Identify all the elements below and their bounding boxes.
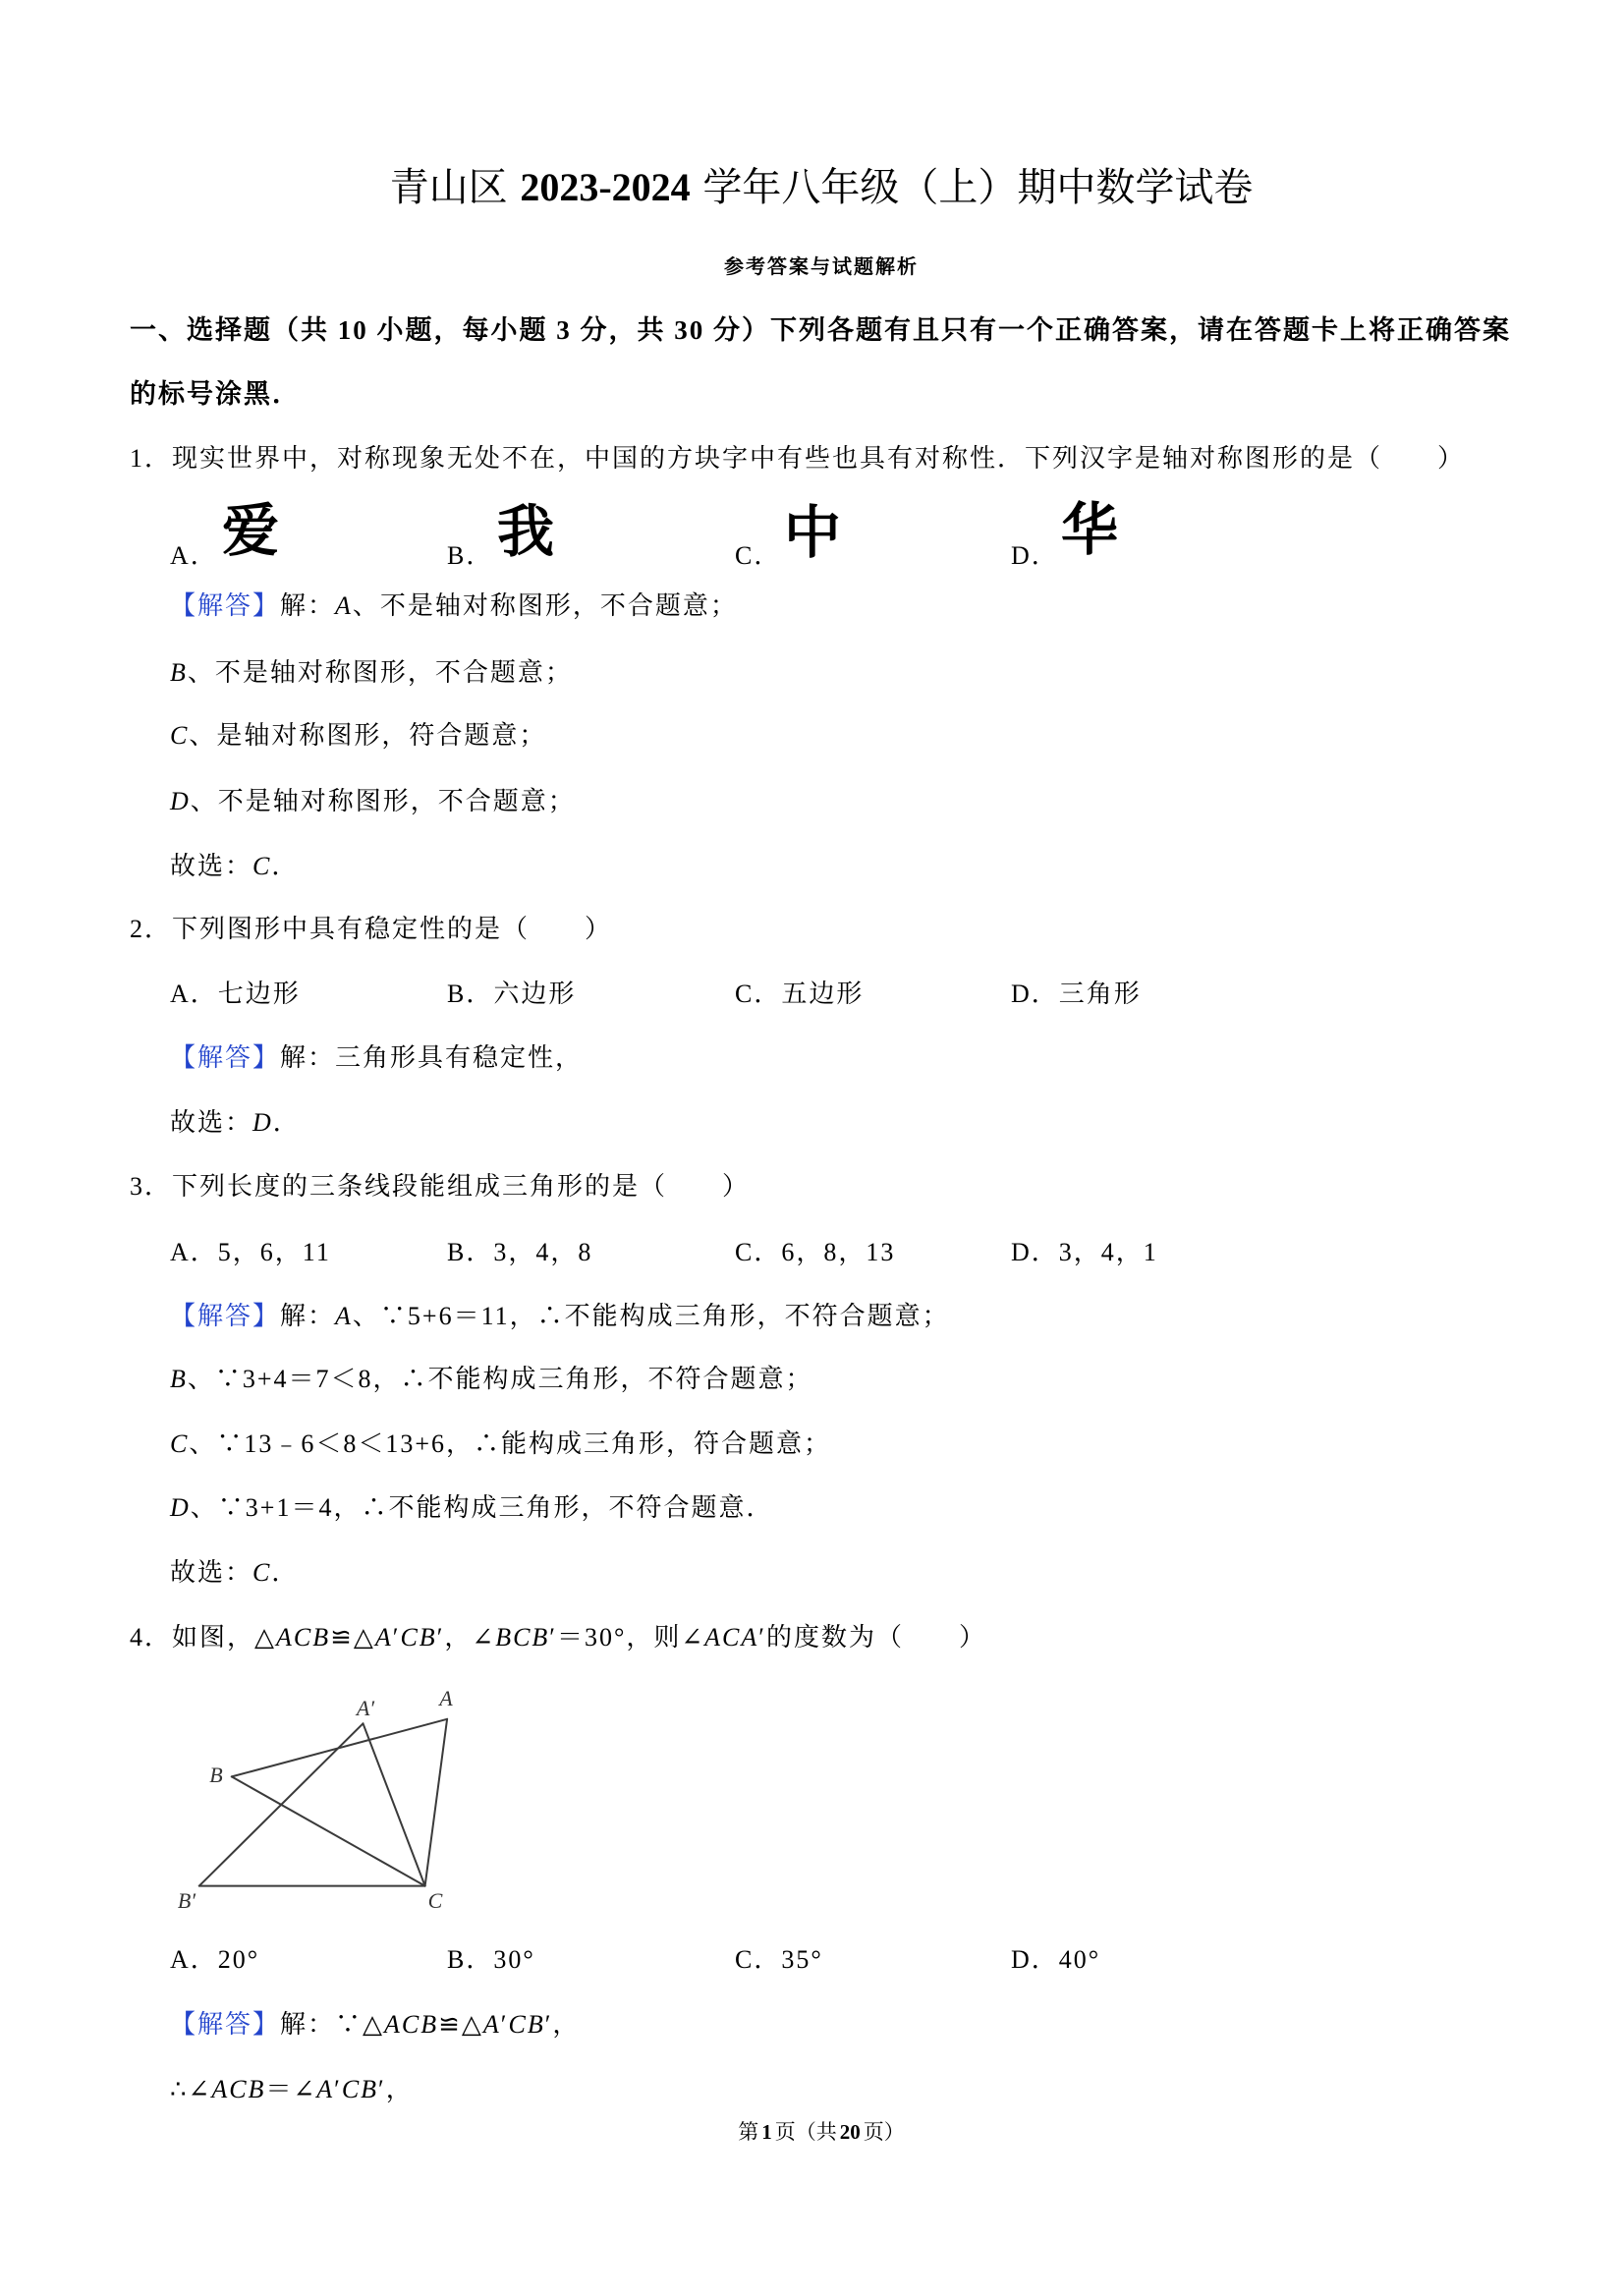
question-4-solution-line-2 [170, 2074, 414, 2105]
question-1-solution-line-2 [170, 657, 573, 689]
solution-text: 故选： [170, 852, 253, 880]
question-1-option-d-character: 华 [1061, 496, 1119, 563]
question-1-option-a [170, 540, 218, 572]
solution-text: 、∵3+1＝4，∴不能构成三角形，不符合题意． [190, 1493, 774, 1522]
question-stem-text: 3．下列长度的三条线段能组成三角形的是（ ） [130, 1172, 751, 1201]
solution-text: 、∵13﹣6＜8＜13+6，∴能构成三角形，符合题意； [189, 1429, 832, 1458]
document-title [20, 163, 1623, 212]
choice-letter: A [335, 591, 353, 620]
option-label: B． [447, 541, 494, 570]
congruent-triangles-figure [157, 1670, 472, 1926]
question-3-solution-line-3 [170, 1428, 831, 1460]
question-4-option-d [1011, 1944, 1100, 1976]
question-3-solution-line-4 [170, 1492, 773, 1524]
solution-text: ∴∠ [170, 2075, 212, 2103]
option-text: 40° [1058, 1945, 1101, 1974]
page-number-footer [20, 2119, 1623, 2145]
question-1-option-d [1011, 540, 1059, 572]
question-4-options [0, 1944, 1623, 1976]
prime-mark: ′ [334, 2075, 342, 2103]
solution-text: 解：三角形具有稳定性， [280, 1043, 584, 1072]
solution-text: 、不是轴对称图形，不合题意； [187, 658, 573, 687]
option-label: C． [735, 1945, 782, 1974]
triangle-vertices: CB [508, 2010, 545, 2039]
question-1-solution-line-3 [170, 720, 546, 752]
total-page-count: 20 [839, 2120, 861, 2144]
vertex-letter: A [482, 2010, 501, 2039]
choice-letter: C [252, 852, 272, 880]
option-label: C． [735, 1238, 782, 1266]
solution-text: ． [271, 1558, 300, 1587]
question-2-solution-line-1 [170, 1042, 583, 1074]
option-label: C． [735, 541, 782, 570]
solution-text: 、不是轴对称图形，不合题意； [352, 591, 738, 620]
answer-tag: 【解答】 [170, 1302, 281, 1330]
solution-text: 解： [280, 1302, 336, 1330]
solution-text: 解： [280, 591, 336, 620]
vertex-label-a-prime: A′ [356, 1696, 375, 1720]
vertex-letter: A [316, 2075, 335, 2103]
option-text: 3，4，1 [1058, 1238, 1158, 1266]
question-3-final-answer [170, 1557, 299, 1589]
solution-text: ′， [544, 2010, 581, 2039]
option-label: B． [447, 1945, 494, 1974]
question-1-option-b-character: 我 [497, 498, 555, 565]
vertex-label-b: B [209, 1763, 223, 1787]
question-3-solution-line-1 [170, 1301, 950, 1332]
solution-text: 、不是轴对称图形，不合题意； [190, 787, 576, 815]
document-subtitle: 参考答案与试题解析 [724, 256, 919, 278]
solution-text: 、∵3+4＝7＜8，∴不能构成三角形，不符合题意； [187, 1365, 813, 1393]
question-3-option-c [735, 1237, 895, 1268]
option-text: 三角形 [1058, 980, 1142, 1008]
prime-mark: ′ [500, 2010, 509, 2039]
triangle-vertices: ACB [276, 1623, 331, 1652]
question-2-option-b [447, 979, 576, 1010]
section-heading-text: 一、选择题（共 10 小题，每小题 3 分，共 30 分）下列各题有且只有一个正确答案，请在答题卡上将正确答案 [130, 315, 1511, 345]
option-label: C． [735, 980, 782, 1008]
option-label: A． [170, 541, 218, 570]
title-exam-name: 学年八年级（上）期中数学试卷 [702, 165, 1254, 210]
question-1-option-b [447, 540, 493, 572]
question-2-final-answer [170, 1107, 301, 1139]
footer-text: 页（共 [774, 2120, 837, 2144]
question-stem-text: ′的度数为（ ） [758, 1623, 986, 1652]
solution-text: 故选： [170, 1558, 253, 1587]
question-3-solution-line-2 [170, 1364, 813, 1395]
option-label: B． [447, 980, 494, 1008]
triangle-vertices: ACB [384, 2010, 439, 2039]
question-1-solution-line-4 [170, 786, 576, 817]
answer-tag: 【解答】 [170, 591, 281, 620]
option-text: 七边形 [217, 980, 301, 1008]
current-page-number: 1 [761, 2120, 772, 2144]
title-school-year: 2023-2024 [520, 165, 691, 209]
question-stem-text: 4．如图，△ [130, 1623, 276, 1652]
answer-tag: 【解答】 [170, 2010, 281, 2039]
solution-text: 、是轴对称图形，符合题意； [189, 721, 547, 750]
choice-letter: C [252, 1558, 272, 1587]
option-text: 30° [493, 1945, 535, 1974]
choice-letter: D [170, 1493, 191, 1522]
question-1-option-c-character: 中 [784, 499, 842, 566]
option-text: 五边形 [781, 980, 865, 1008]
question-stem-text: ≌△ [330, 1623, 375, 1652]
option-text: 六边形 [493, 980, 577, 1008]
solution-text: ． [271, 852, 300, 880]
solution-text: 解：∵△ [280, 2010, 385, 2039]
question-3-option-d [1011, 1237, 1158, 1268]
question-2-option-c [735, 979, 864, 1010]
option-text: 20° [217, 1945, 260, 1974]
question-2-stem [130, 914, 612, 945]
solution-text: 故选： [170, 1108, 253, 1137]
choice-letter: C [170, 1429, 190, 1458]
option-label: D． [1011, 980, 1059, 1008]
question-1-option-c [735, 540, 781, 572]
question-4-option-c [735, 1944, 823, 1976]
choice-letter: B [170, 1365, 188, 1393]
section-heading-line-1 [130, 314, 1511, 346]
question-2-options [0, 979, 1623, 1010]
question-4-stem [130, 1622, 986, 1653]
option-label: D． [1011, 1945, 1059, 1974]
solution-text: ′， [378, 2075, 414, 2103]
solution-text: ＝∠ [265, 2075, 317, 2103]
segment-a-prime-c [364, 1723, 425, 1885]
question-1-stem [130, 443, 1465, 475]
question-1-solution-line-1 [170, 590, 738, 622]
angle-vertices: ACA [704, 1623, 759, 1652]
question-4-option-b [447, 1944, 535, 1976]
option-label: D． [1011, 1238, 1059, 1266]
question-2-option-a [170, 979, 301, 1010]
question-stem-text: ′，∠ [436, 1623, 496, 1652]
vertex-label-a: A [439, 1686, 453, 1710]
section-heading-line-2 [130, 378, 301, 410]
option-label: D． [1011, 541, 1059, 570]
option-text: 35° [781, 1945, 823, 1974]
angle-vertices: ACB [211, 2075, 266, 2103]
option-text: 6，8，13 [781, 1238, 896, 1266]
vertex-letter: A [374, 1623, 393, 1652]
solution-text: 、∵5+6＝11，∴不能构成三角形，不符合题意； [352, 1302, 950, 1330]
question-stem-text: ′＝30°，则∠ [549, 1623, 705, 1652]
title-district: 青山区 [389, 165, 508, 210]
angle-vertices: BCB [495, 1623, 550, 1652]
question-1-option-a-character: 爱 [222, 497, 280, 564]
question-3-stem [130, 1171, 750, 1203]
solution-text: ≌△ [438, 2010, 483, 2039]
prime-mark: ′ [392, 1623, 401, 1652]
option-label: A． [170, 980, 218, 1008]
option-label: A． [170, 1945, 218, 1974]
segment-a-c [425, 1719, 448, 1886]
answer-tag: 【解答】 [170, 1043, 281, 1072]
vertex-label-c: C [427, 1888, 443, 1913]
question-stem-text: 2．下列图形中具有稳定性的是（ ） [130, 915, 613, 943]
choice-letter: B [170, 658, 188, 687]
option-label: A． [170, 1238, 218, 1266]
question-stem-text: 1．现实世界中，对称现象无处不在，中国的方块字中有些也具有对称性．下列汉字是轴对称图形的是（ ） [130, 444, 1466, 473]
question-3-option-b [447, 1237, 592, 1268]
question-3-option-a [170, 1237, 331, 1268]
vertex-label-b-prime: B′ [177, 1888, 196, 1913]
segment-b-prime-a-prime [199, 1723, 364, 1885]
question-3-options [0, 1237, 1623, 1268]
question-4-option-a [170, 1944, 259, 1976]
footer-text: 页） [863, 2120, 905, 2144]
question-1-final-answer [170, 851, 299, 882]
footer-text: 第 [738, 2120, 759, 2144]
question-2-option-d [1011, 979, 1142, 1010]
choice-letter: D [170, 787, 191, 815]
option-text: 5，6，11 [217, 1238, 331, 1266]
angle-vertices: CB [341, 2075, 379, 2103]
option-label: B． [447, 1238, 494, 1266]
triangle-vertices: CB [400, 1623, 437, 1652]
section-heading-text: 的标号涂黑． [130, 379, 301, 409]
choice-letter: C [170, 721, 190, 750]
option-text: 3，4，8 [493, 1238, 593, 1266]
choice-letter: A [335, 1302, 353, 1330]
choice-letter: D [252, 1108, 273, 1137]
segment-b-c [232, 1776, 425, 1885]
question-4-solution-line-1 [170, 2009, 580, 2041]
solution-text: ． [272, 1108, 301, 1137]
